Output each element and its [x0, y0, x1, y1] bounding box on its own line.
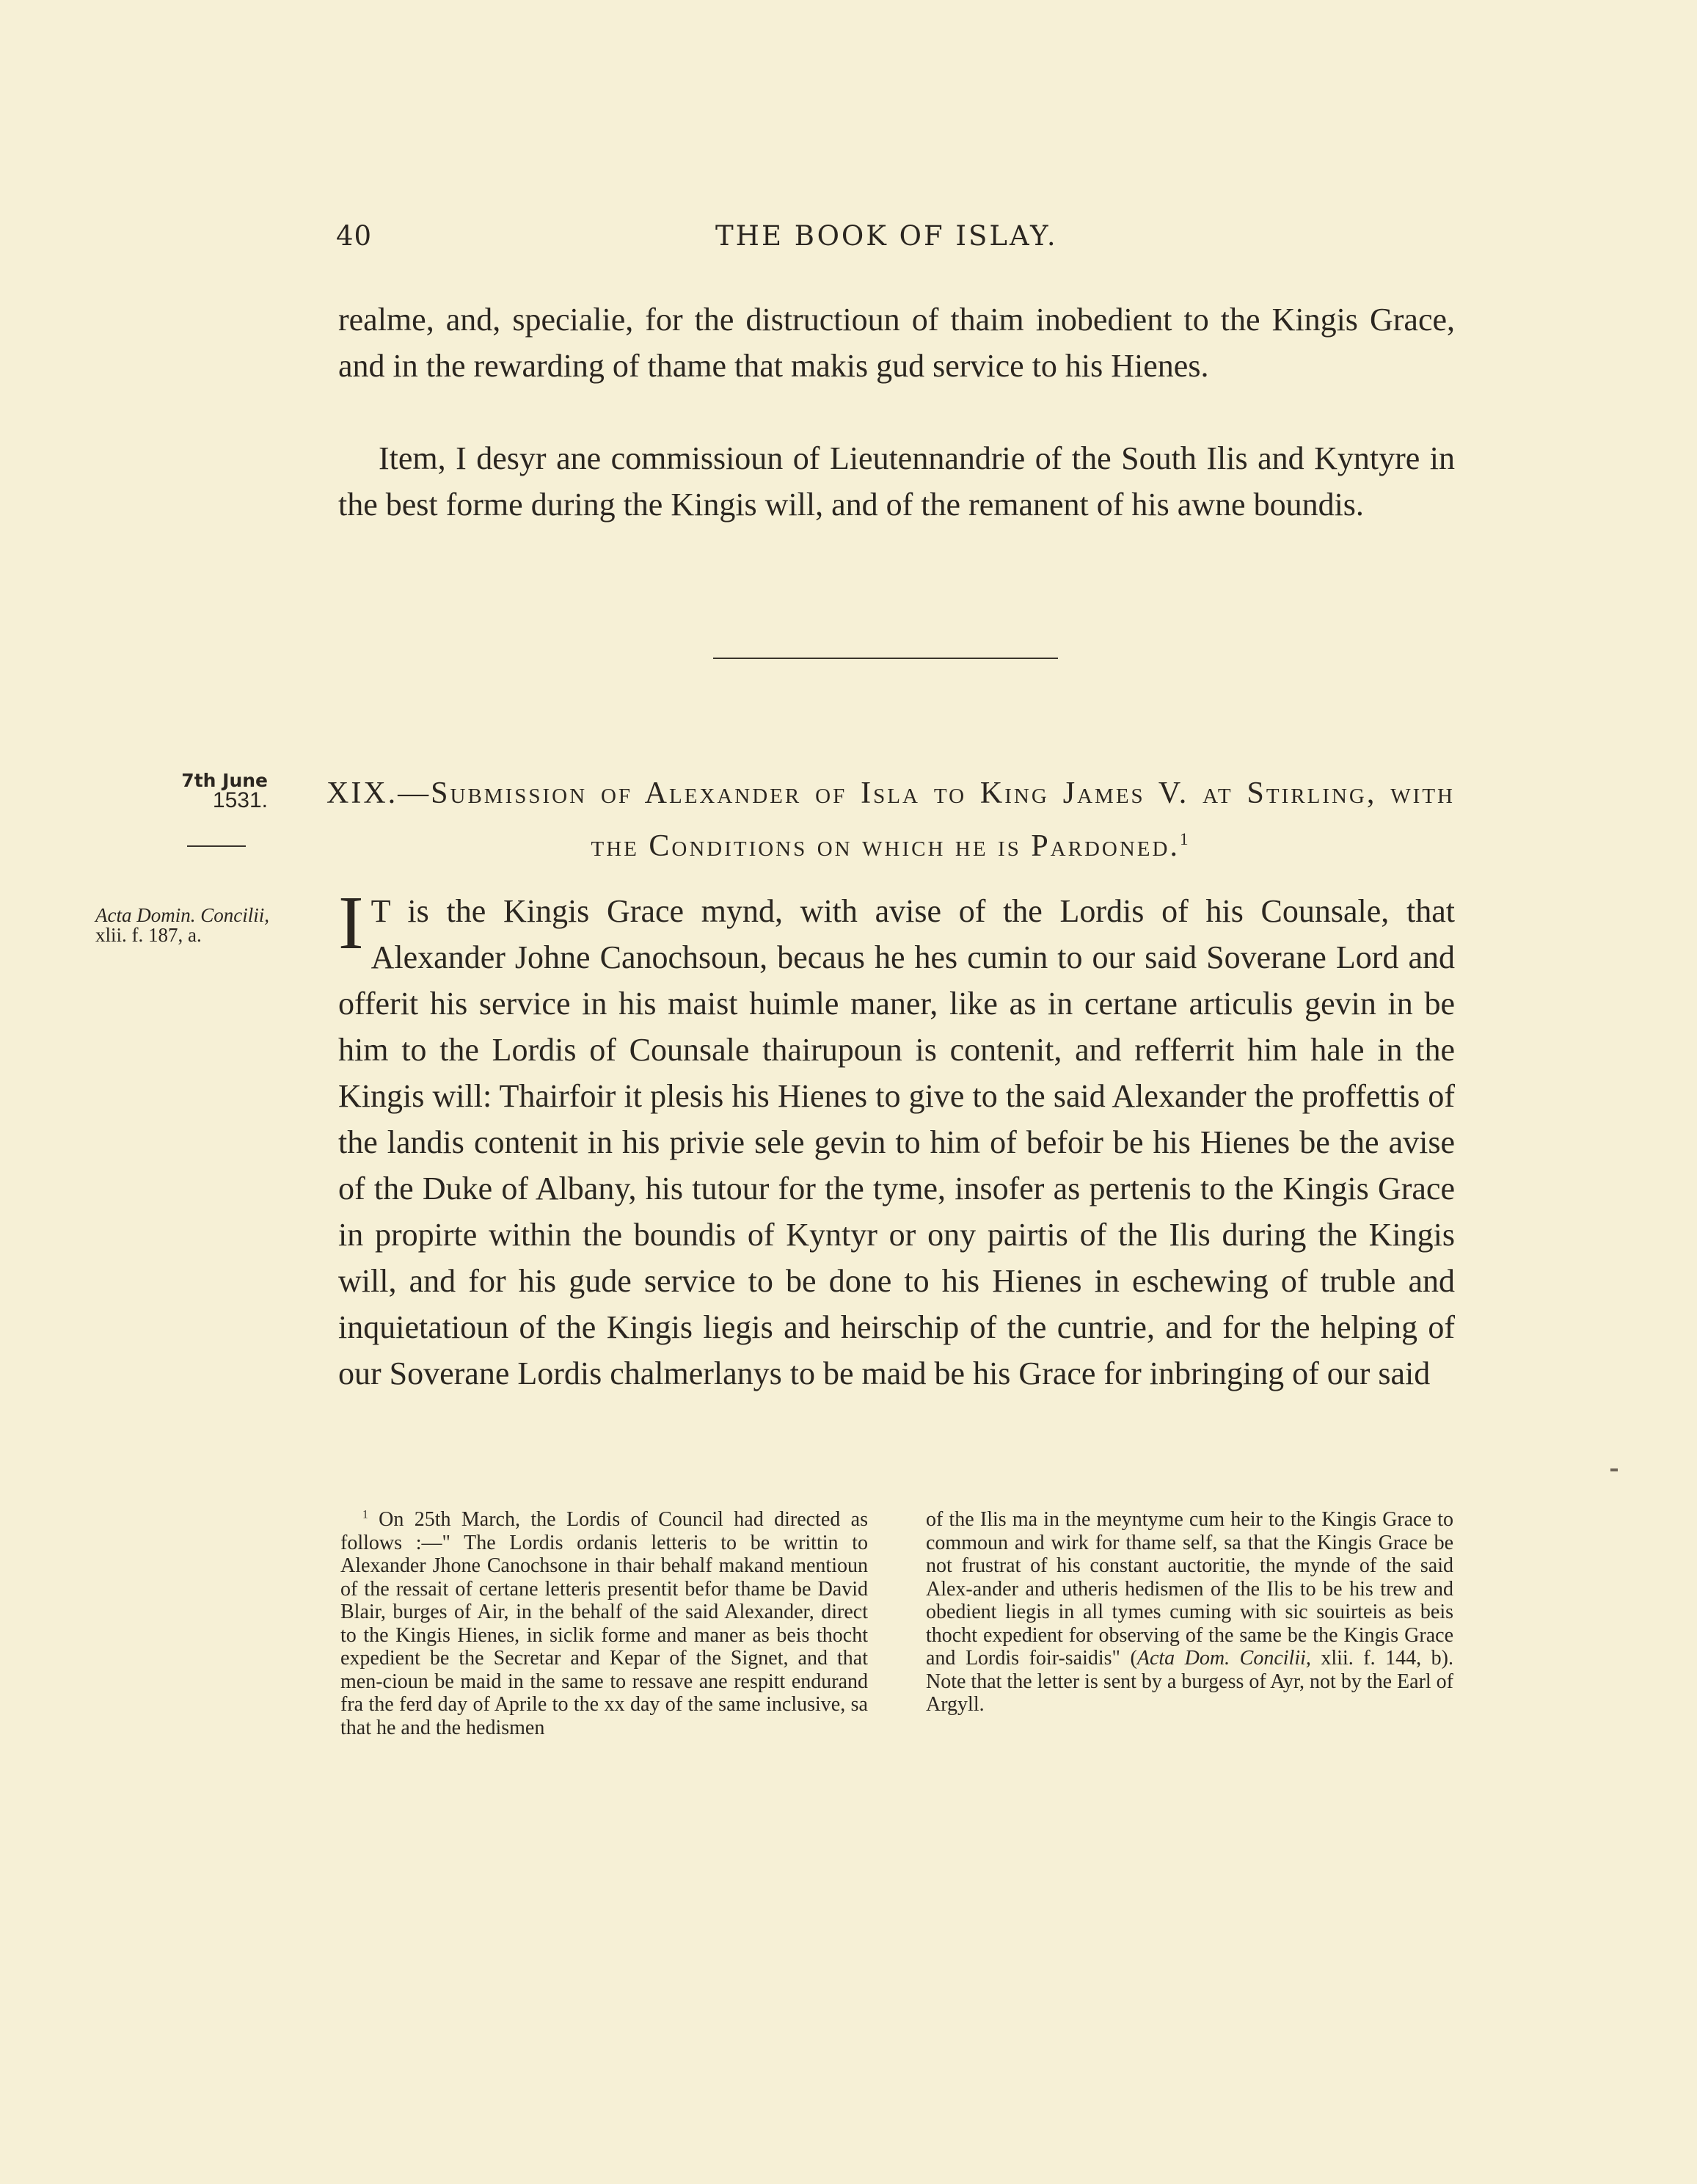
continuation-text: realme, and, specialie, for the distructioun of thaim inobedient to the Kingis Grace, and in the rewarding of thame that makis gud service to his Hienes.	[338, 302, 1455, 384]
main-paragraph	[338, 881, 1455, 1397]
margin-source-note	[95, 906, 319, 945]
margin-date: 7th June	[181, 770, 268, 791]
item-text: Item, I desyr ane commissioun of Lieutennandrie of the South Ilis and Kyntyre in the best forme during the Kingis will, and of the remanent of his awne boundis.	[338, 440, 1455, 523]
running-title: THE BOOK OF ISLAY.	[715, 220, 1058, 252]
heading-footnote-mark: 1	[1179, 829, 1191, 848]
item-paragraph	[338, 435, 1455, 528]
footnote-mark: 1	[362, 1508, 368, 1521]
main-text: T is the Kingis Grace mynd, with avise of the Lordis of his Counsale, that Alexander Johne Canochsoun, becaus he hes cumin to our said Soverane Lord and offerit his service in his maist huimle maner, like as in certane articulis gevin in be him to the Lordis of Counsale thairupoun is contenit, and refferrit him hale in the Kingis will: Thairfoir it plesis his Hienes to give to the said Alexander the proffettis of the landis contenit in his privie sele gevin to him of befoir be his Hienes be the avise of the Duke of Albany, his tutour for the tyme, insofer as pertenis to the Kingis Grace in propirte within the boundis of Kyntyr or ony pairtis of the Ilis during the Kingis will, and for his gude service to be done to his Hienes in eschewing of truble and inquietatioun of the Kingis liegis and heirschip of the cuntrie, and for the helping of our Soverane Lordis chalmerlanys to be maid be his Grace for inbringing of our said	[338, 893, 1455, 1391]
edge-mark	[1610, 1468, 1618, 1471]
footnote-right-text-end: xlii. f. 144, b). Note that the letter is sent by a burgess of Ayr, not by the Earl of Argyll.	[926, 1647, 1453, 1716]
margin-source-title: Acta Domin. Concilii,	[95, 904, 269, 926]
margin-date-note	[143, 771, 268, 810]
footnote-citation: Acta Dom. Concilii,	[1136, 1647, 1311, 1670]
footnote-left-column	[340, 1508, 868, 1739]
continuation-paragraph	[338, 296, 1455, 389]
footnote-right-text: of the Ilis ma in the meyntyme cum heir to the Kingis Grace to commoun and wirk for thame self, sa that the Kingis Grace be not frustrat of his constant auctoritie, the mynde of the said Alex-ander and utheris hedismen of the Ilis to be his trew and obedient liegis in all tymes cuming with sic souirteis as beis thocht expedient for observing of the same be the Kingis Grace and Lordis foir-saidis" (	[926, 1508, 1453, 1670]
margin-source-ref: xlii. f. 187, a.	[95, 924, 202, 946]
dropcap: I	[338, 881, 364, 965]
section-divider	[713, 658, 1058, 659]
footnote-left-text: On 25th March, the Lordis of Council had directed as follows :—" The Lordis ordanis letteris to be writtin to Alexander Jhone Canochsone in thair behalf makand mentioun of the ressait of certane letteris presentit befor thame be David Blair, burges of Air, in the behalf of the said Alexander, direct to the Kingis Hienes, in siclik forme and maner as beis thocht expedient be the Secretar and Kepar of the Signet, and that men-cioun be maid in the same to ressave ane respitt endurand fra the ferd day of Aprile to the xx day of the same inclusive, sa that he and the hedismen	[340, 1508, 869, 1739]
margin-date-rule	[187, 845, 246, 847]
page-number: 40	[336, 220, 373, 252]
margin-year: 1531.	[212, 788, 268, 812]
section-heading	[326, 767, 1455, 873]
footnote-right-column	[926, 1508, 1453, 1717]
section-heading-text: XIX.—Submission of Alexander of Isla to King James V. at Stirling, with the Conditions on which he is Pardoned.	[326, 776, 1455, 863]
